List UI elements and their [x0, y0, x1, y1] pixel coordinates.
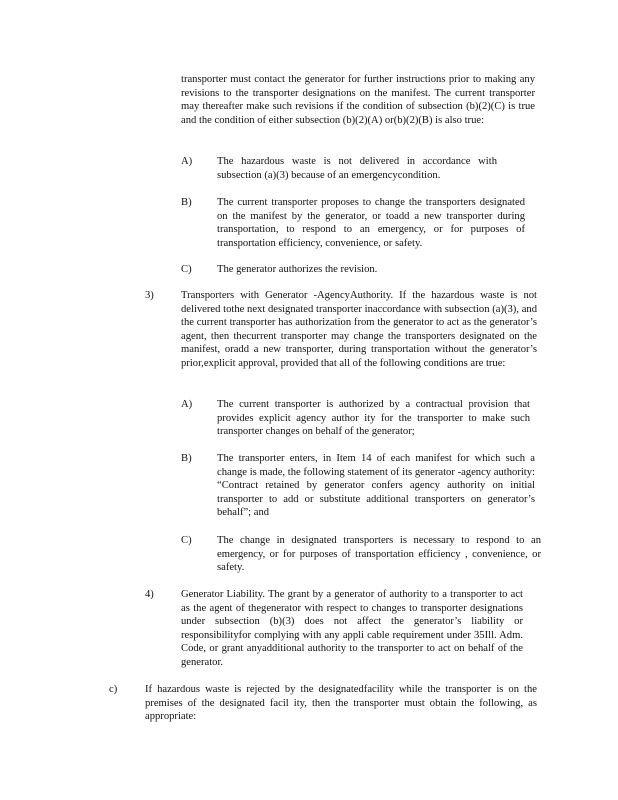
subitem-a-text: The current transporter is authorized by a contractual provision that provides explicit agency author ity for the transporter to make such transporter changes on behalf of the generator; — [217, 399, 530, 438]
subitem-b-text: The transporter enters, in Item 14 of each manifest for which such a change is made, the following statement of its generator -agency authority: “Contract retained by generator confers agency authority on initial transporter to add or substitute additional transporters on generator’s behalf”; and — [217, 453, 535, 519]
subitem-c-label: C) — [181, 264, 192, 275]
subitem-b-label: B) — [181, 197, 192, 208]
item-3-text: Transporters with Generator -AgencyAuthority. If the hazardous waste is not delivered tothe next designated transporter inaccordance with subsection (a)(3), and the current transporter has authorization from the generator to act as the generator’s agent, then thecurrent transporter may change the transporters designated on the manifest, oradd a new transporter, during transportation without the generator’s prior,explicit approval, provided that all of the following conditions are true: — [181, 290, 537, 369]
subitem-a-label: A) — [181, 156, 193, 167]
subitem-c-label: C) — [181, 535, 192, 546]
subitem-c-text: The generator authorizes the revision. — [217, 264, 378, 275]
subitem-a-label: A) — [181, 399, 193, 410]
item-3-label: 3) — [145, 290, 154, 301]
item-4-label: 4) — [145, 589, 154, 600]
subitem-b-text: The current transporter proposes to change the transporters designated on the manifest by the generator, or toadd a new transporter during transportation, to respond to an emergency, or for purposes of transportation efficiency, convenience, or safety. — [217, 197, 525, 249]
intro-paragraph: transporter must contact the generator for further instructions prior to making any revisions to the transporter designations on the manifest. The current transporter may thereafter make such revisions if the condition of subsection (b)(2)(C) is true and the condition of either subsection (b)(2)(A) or(b)(2)(B) is also true: — [181, 74, 535, 126]
item-c-label: c) — [109, 684, 118, 695]
subitem-c-text: The change in designated transporters is necessary to respond to an emergency, or for purposes of transportation efficiency , convenience, or safety. — [217, 535, 541, 574]
item-c-text: If hazardous waste is rejected by the designatedfacility while the transporter is on the premises of the designated facil ity, then the transporter must obtain the following, as appropriate: — [145, 684, 537, 723]
item-4-text: Generator Liability. The grant by a generator of authority to a transporter to act as the agent of thegenerator with respect to changes to transporter designations under subsection (b)(3) does not affect the generator’s liability or responsibilityfor complying with any appli cable requirement under 35Ill. Adm. Code, or grant anyadditional authority to the transporter to act on behalf of the generator. — [181, 589, 523, 668]
subitem-a-text: The hazardous waste is not delivered in accordance with subsection (a)(3) because of an emergencycondition. — [217, 156, 497, 181]
subitem-b-label: B) — [181, 453, 192, 464]
